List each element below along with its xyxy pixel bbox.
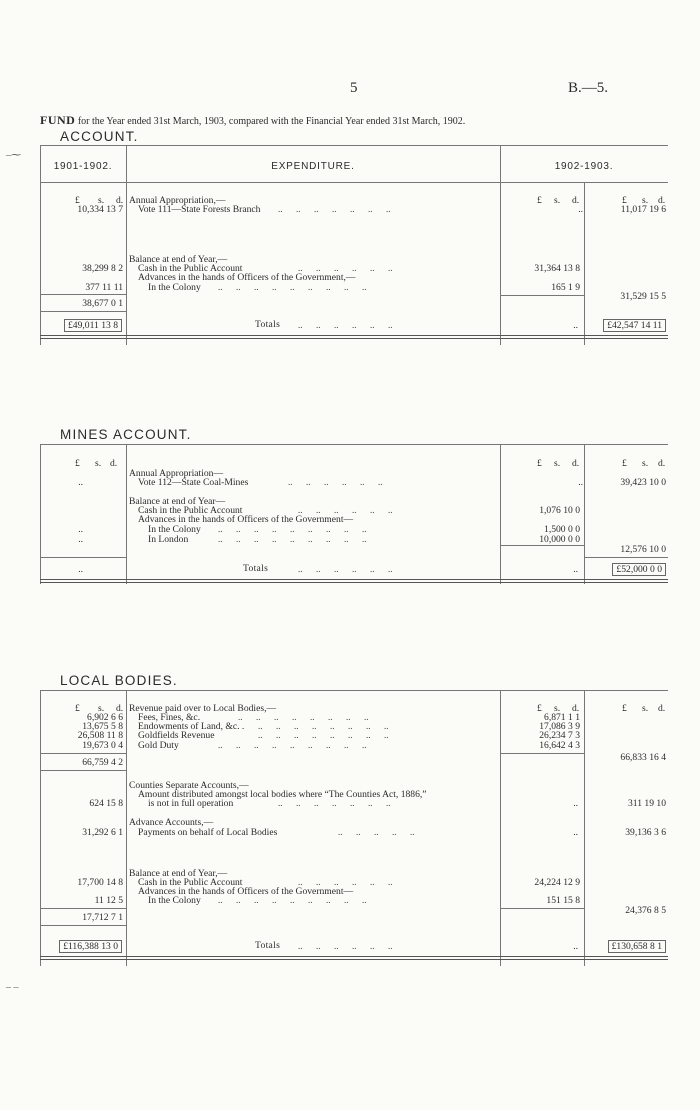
inner-amount: 1,076 10 0 [539, 505, 580, 516]
unit-shilling: s. [98, 703, 105, 714]
margin-mark: – – [6, 982, 19, 993]
desc-line: In the Colony [148, 282, 201, 293]
col-header-1901-1902: 1901-1902. [53, 161, 113, 172]
inner-amount: 1,500 0 0 [544, 524, 580, 535]
unit-pound: £ [75, 703, 80, 714]
unit-pound: £ [622, 195, 627, 206]
unit-pound: £ [622, 703, 627, 714]
dotdot: .. [78, 534, 83, 545]
prev-amount: 6,902 6 6 [87, 712, 123, 723]
inner-amount: 31,364 13 8 [534, 263, 580, 274]
leader-dots: .. .. .. .. .. .. [288, 477, 383, 487]
totals-prev: £116,388 13 0 [59, 940, 122, 953]
mines-table [40, 444, 668, 584]
leader-dots: .. .. .. .. .. .. [298, 505, 393, 515]
margin-mark: –⁓ [6, 150, 21, 161]
desc-line: Fees, Fines, &c. [138, 712, 201, 723]
desc-line: Vote 111—State Forests Branch [138, 204, 261, 215]
leader-dots: .. .. .. .. .. .. .. .. .. [218, 895, 367, 905]
leader-dots: .. .. .. .. .. .. .. [278, 204, 391, 214]
prev-amount: 38,299 8 2 [82, 263, 123, 274]
desc-line: Endowments of Land, &c. . [138, 721, 245, 732]
desc-line: Cash in the Public Account [138, 877, 243, 888]
prev-amount: 31,292 6 1 [82, 827, 123, 838]
inner-amount: 6,871 1 1 [544, 712, 580, 723]
unit-pence: d. [110, 458, 118, 469]
leader-dots: .. .. .. .. .. .. .. [278, 798, 391, 808]
col-header-expenditure: EXPENDITURE. [271, 161, 355, 172]
totals-curr: £130,658 8 1 [608, 940, 666, 953]
dotdot: .. [573, 320, 578, 331]
desc-line: In the Colony [148, 524, 201, 535]
curr-subtotal: 31,529 15 5 [620, 291, 666, 302]
inner-amount: 16,642 4 3 [539, 740, 580, 751]
unit-pence: d. [116, 195, 124, 206]
unit-shilling: s. [642, 195, 649, 206]
unit-pound: £ [75, 458, 80, 469]
desc-line: Cash in the Public Account [138, 505, 243, 516]
desc-line: Payments on behalf of Local Bodies [138, 827, 278, 838]
dotdot: .. [78, 524, 83, 535]
prev-amount: 13,675 5 8 [82, 721, 123, 732]
leader-dots: .. .. .. .. .. .. [298, 564, 393, 574]
leader-dots: .. .. .. .. .. [338, 827, 415, 837]
inner-amount: 151 15 8 [546, 895, 580, 906]
leader-dots: .. .. .. .. .. .. [298, 941, 393, 951]
leader-dots: .. .. .. .. .. .. [298, 263, 393, 273]
leader-dots: .. .. .. .. .. .. .. .. [238, 712, 369, 722]
unit-pence: d. [658, 458, 666, 469]
dotdot: .. [78, 477, 83, 488]
dotdot: .. [578, 204, 583, 215]
leader-dots: .. .. .. .. .. .. [298, 320, 393, 330]
desc-line: Advances in the hands of Officers of the Government— [138, 886, 354, 897]
unit-shilling: s. [95, 458, 102, 469]
totals-label: Totals [255, 319, 281, 330]
unit-pence: d. [658, 195, 666, 206]
desc-line: Annual Appropriation,— [129, 195, 226, 206]
prev-amount: 17,700 14 8 [77, 877, 123, 888]
leader-dots: .. .. .. .. .. .. .. .. .. [218, 524, 367, 534]
dotdot: .. [78, 564, 83, 575]
unit-shilling: s. [642, 458, 649, 469]
prev-amount: 19,673 0 4 [82, 740, 123, 751]
fund-word: FUND [40, 113, 76, 127]
inner-amount: 165 1 9 [551, 282, 580, 293]
desc-line: Annual Appropriation— [129, 468, 224, 479]
unit-shilling: s. [642, 703, 649, 714]
unit-pence: d. [658, 703, 666, 714]
desc-line: Amount distributed amongst local bodies where “The Counties Act, 1886,” [138, 789, 427, 800]
section-title-local-bodies: LOCAL BODIES. [60, 673, 178, 688]
totals-prev: £49,011 13 8 [64, 319, 122, 332]
leader-dots: .. .. .. .. .. .. .. .. .. [218, 282, 367, 292]
leader-dots: .. .. .. .. .. .. .. .. [258, 721, 389, 731]
desc-line: Counties Separate Accounts,— [129, 780, 249, 791]
curr-subtotal: 66,833 16 4 [620, 752, 666, 763]
desc-line: Balance at end of Year,— [129, 868, 228, 879]
fund-description: for the Year ended 31st March, 1903, compared with the Financial Year ended 31st March, 1902. [77, 116, 466, 127]
dotdot: .. [573, 798, 578, 809]
section-title-account: ACCOUNT. [60, 129, 139, 144]
unit-pound: £ [537, 195, 542, 206]
desc-line: Balance at end of Year— [129, 496, 226, 507]
leader-dots: .. .. .. .. .. .. .. .. .. [218, 534, 367, 544]
unit-pence: d. [572, 458, 580, 469]
prev-subtotal: 66,759 4 2 [82, 757, 123, 768]
unit-pence: d. [116, 703, 124, 714]
unit-pound: £ [75, 195, 80, 206]
prev-amount: 624 15 8 [89, 798, 123, 809]
prev-amount: 377 11 11 [85, 282, 123, 293]
curr-subtotal: 24,376 8 5 [625, 905, 666, 916]
desc-line: is not in full operation [148, 798, 234, 809]
inner-amount: 24,224 12 9 [534, 877, 580, 888]
page-number: 5 [350, 80, 358, 96]
prev-amount: 26,508 11 8 [77, 730, 123, 741]
prev-subtotal: 17,712 7 1 [82, 912, 123, 923]
desc-line: Gold Duty [138, 740, 179, 751]
desc-line: Cash in the Public Account [138, 263, 243, 274]
prev-subtotal: 38,677 0 1 [82, 298, 123, 309]
document-reference: B.—5. [568, 80, 609, 96]
desc-line: Vote 112—State Coal-Mines [138, 477, 249, 488]
section-title-mines: MINES ACCOUNT. [60, 427, 192, 442]
curr-amount: 39,423 10 0 [620, 477, 666, 488]
local-bodies-table [40, 690, 668, 966]
desc-line: Advances in the hands of Officers of the Government— [138, 514, 354, 525]
totals-curr: £42,547 14 11 [603, 319, 666, 332]
unit-pence: d. [572, 703, 580, 714]
account-table [40, 145, 668, 345]
leader-dots: .. .. .. .. .. .. [298, 877, 393, 887]
dotdot: .. [573, 941, 578, 952]
unit-shilling: s. [554, 458, 561, 469]
curr-amount: 311 19 10 [627, 798, 666, 809]
dotdot: .. [578, 477, 583, 488]
col-header-1902-1903: 1902-1903. [554, 161, 614, 172]
leader-dots: .. .. .. .. .. .. .. .. .. [218, 740, 367, 750]
totals-label: Totals [243, 563, 269, 574]
desc-line: Advances in the hands of Officers of the Government,— [138, 272, 356, 283]
unit-shilling: s. [554, 195, 561, 206]
unit-pound: £ [537, 458, 542, 469]
curr-amount: 11,017 19 6 [620, 204, 666, 215]
unit-shilling: s. [98, 195, 105, 206]
desc-line: Advance Accounts,— [129, 817, 214, 828]
desc-line: Balance at end of Year,— [129, 254, 228, 265]
totals-label: Totals [255, 940, 281, 951]
leader-dots: .. .. .. .. .. .. .. .. [258, 730, 389, 740]
inner-amount: 10,000 0 0 [539, 534, 580, 545]
prev-amount: 11 12 5 [94, 895, 123, 906]
inner-amount: 26,234 7 3 [539, 730, 580, 741]
dotdot: .. [573, 827, 578, 838]
desc-line: Revenue paid over to Local Bodies,— [129, 703, 277, 714]
unit-pound: £ [622, 458, 627, 469]
desc-line: Goldfields Revenue [138, 730, 215, 741]
unit-pound: £ [537, 703, 542, 714]
unit-pence: d. [572, 195, 580, 206]
curr-subtotal: 12,576 10 0 [620, 544, 666, 555]
curr-amount: 39,136 3 6 [625, 827, 666, 838]
prev-amount: 10,334 13 7 [77, 204, 123, 215]
desc-line: In the Colony [148, 895, 201, 906]
unit-shilling: s. [554, 703, 561, 714]
fund-heading [40, 113, 465, 128]
totals-curr: £52,000 0 0 [612, 563, 666, 576]
dotdot: .. [573, 564, 578, 575]
desc-line: In London [148, 534, 189, 545]
inner-amount: 17,086 3 9 [539, 721, 580, 732]
